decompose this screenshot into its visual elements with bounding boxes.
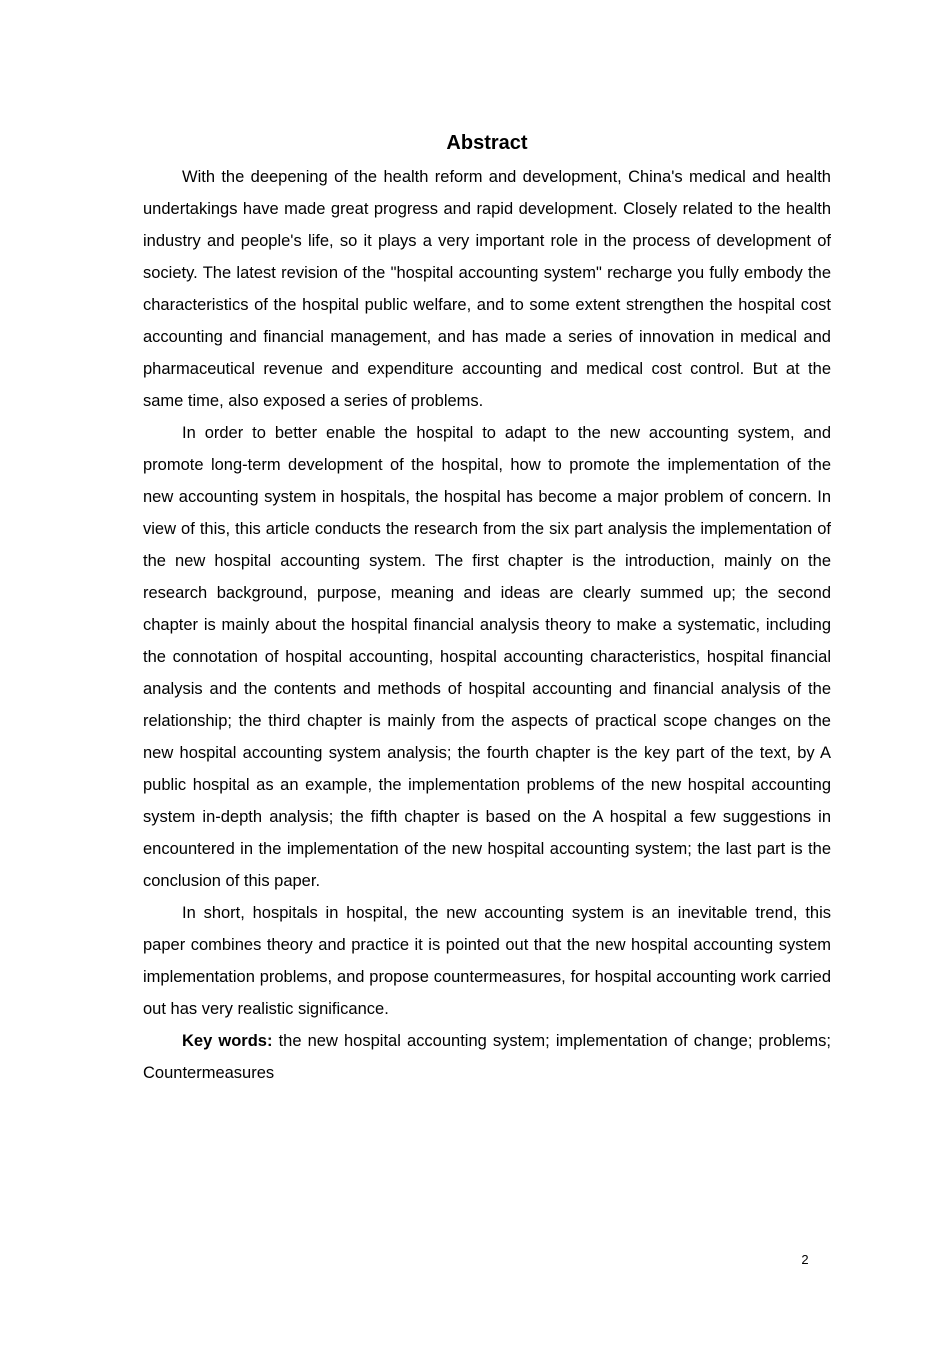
abstract-title: Abstract [446,132,528,154]
abstract-page [143,128,831,1089]
abstract-paragraph-3: In short, hospitals in hospital, the new accounting system is an inevitable trend, this paper combines theory and practice it is pointed out that the new hospital accounting system implementation problems, and propose countermeasures, for hospital accounting work carried out has very realistic significance. [143,904,831,1018]
abstract-paragraph-2: In order to better enable the hospital to adapt to the new accounting system, and promote long-term development of the hospital, how to promote the implementation of the new accounting system in hospitals, the hospital has become a major problem of concern. In view of this, this article conducts the research from the six part analysis the implementation of the new hospital accounting system. The first chapter is the introduction, mainly on the research background, purpose, meaning and ideas are clearly summed up; the second chapter is mainly about the hospital financial analysis theory to make a systematic, including the connotation of hospital accounting, hospital accounting characteristics, hospital financial analysis and the contents and methods of hospital accounting and financial analysis of the relationship; the third chapter is mainly from the aspects of practical scope changes on the new hospital accounting system analysis; the fourth chapter is the key part of the text, by A public hospital as an example, the implementation problems of the new hospital accounting system in-depth analysis; the fifth chapter is based on the A hospital a few suggestions in encountered in the implementation of the new hospital accounting system; the last part is the conclusion of this paper. [143,424,831,890]
keywords-label: Key words: [182,1032,273,1050]
keywords-text: the new hospital accounting system; implementation of change; problems; Countermeasures [143,1032,831,1082]
abstract-paragraph-1: With the deepening of the health reform and development, China's medical and health undertakings have made great progress and rapid development. Closely related to the health industry and people's life, so it plays a very important role in the process of development of society. The latest revision of the "hospital accounting system" recharge you fully embody the characteristics of the hospital public welfare, and to some extent strengthen the hospital cost accounting and financial management, and has made a series of innovation in medical and pharmaceutical revenue and expenditure accounting and medical cost control. But at the same time, also exposed a series of problems. [143,168,831,410]
page-number: 2 [801,1252,809,1267]
keywords-paragraph [143,1025,831,1089]
